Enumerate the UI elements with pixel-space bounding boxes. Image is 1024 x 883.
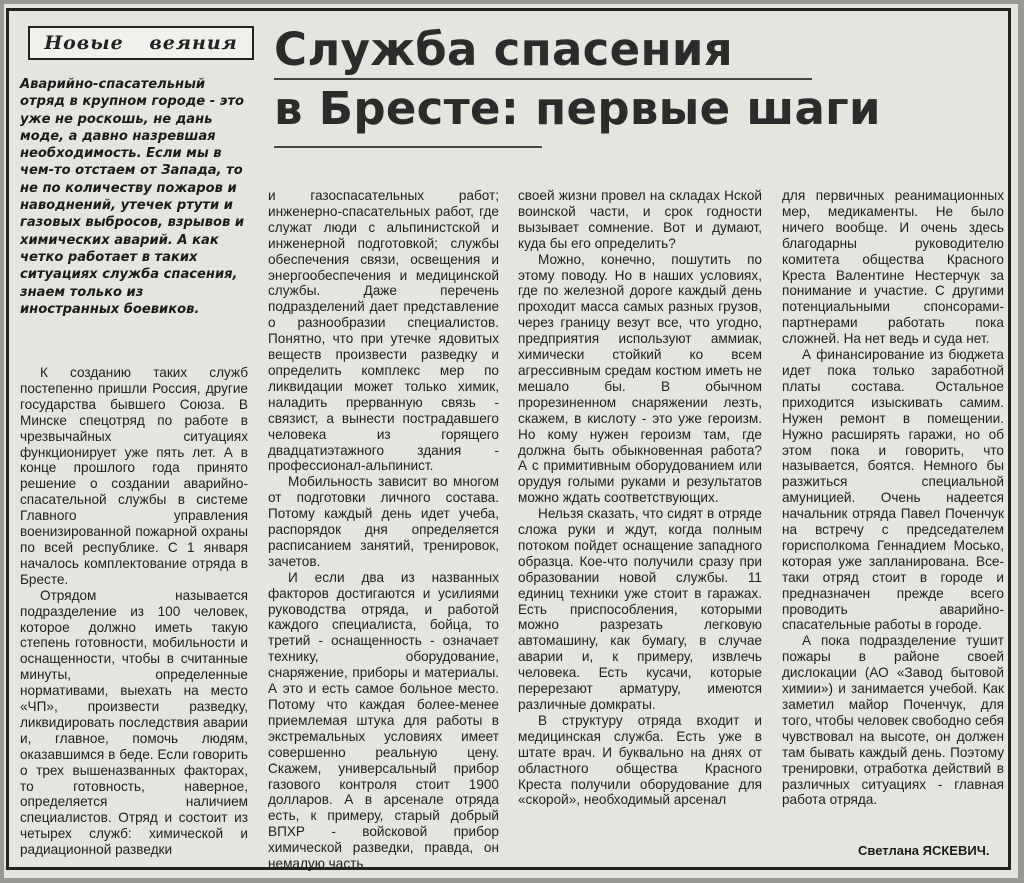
headline-underline-2 <box>274 146 542 148</box>
headline-line-1: Служба спасения <box>274 23 733 76</box>
text-column-2 <box>268 188 499 872</box>
text-column-4 <box>782 188 1004 808</box>
paragraph: и газоспасательных работ; инженерно-спасательных работ, где служат люди с альпинистской и инженерной подготовкой; службы обеспечения связи, освещения и энергообеспечения и медицинской службы. Даже перечень подразделений дает представление о разнообразии специалистов. Понятно, что при утечке ядовитых веществ произвести разведку и определить комплекс мер по ликвидации может только химик, наладить прерванную связь - связист, а вынести пострадавшего человека из горящего двадцатиэтажного здания - профессионал-альпинист. <box>268 188 499 474</box>
paragraph: Нельзя сказать, что сидят в отряде сложа руки и ждут, когда полным потоком пойдет оснащение западного образца. Кое-что получили сразу при образовании новой службы. 11 единиц техники уже стоит в гаражах. Есть приспособления, которыми можно разрезать легковую автомашину, как бумагу, в случае аварии и, к примеру, извлечь человека. Есть кусачи, которые перерезают арматуру, имеются различные домкраты. <box>518 506 762 712</box>
text-column-3 <box>518 188 762 808</box>
paragraph: Мобильность зависит во многом от подготовки личного состава. Потому каждый день идет учеба, распорядок дня определяется расписанием занятий, тренировок, зачетов. <box>268 474 499 569</box>
author-signature: Светлана ЯСКЕВИЧ. <box>858 843 990 858</box>
headline-line-2: в Бресте: первые шаги <box>274 82 881 135</box>
headline-underline-1 <box>274 78 812 80</box>
text-column-1 <box>20 365 248 858</box>
rubric-box <box>28 26 254 60</box>
paragraph: для первичных реанимационных мер, медикаменты. Не было ничего вообще. И очень здесь благодарны руководителю комитета общества Красного Креста Валентине Нестерчук за понимание и участие. С другими потенциальными спонсорами-партнерами работать пока сложней. На нет ведь и суда нет. <box>782 188 1004 347</box>
paragraph: своей жизни провел на складах Нской воинской части, и срок годности вызывает сомнение. Вот и думают, куда бы его определить? <box>518 188 762 251</box>
rubric-label: Новые веяния <box>44 32 238 54</box>
paragraph: Можно, конечно, пошутить по этому поводу. Но в наших условиях, где по железной дороге каждый день проходит масса самых разных грузов, через границу везут все, что угодно, предприятия используют аммиак, химически стойкий ко всем агрессивным средам костюм иметь не мешало бы. В обычном прорезиненном снаряжении лезть, скажем, в кислоту - это уже героизм. Но кому нужен героизм там, где должна быть обыкновенная работа? А с примитивным оборудованием или орудуя голыми руками и результатов можно ждать соответствующих. <box>518 251 762 506</box>
paragraph: К созданию таких служб постепенно пришли Россия, другие государства бывшего Союза. В Минске спецотряд по работе в чрезвычайных ситуациях функционирует уже пять лет. А в конце прошлого года принято решение о создании аварийно-спасательной службы в системе Главного управления военизированной пожарной охраны по всей республике. С 1 января началось комплектование отряда в Бресте. <box>20 365 248 587</box>
article-lead: Аварийно-спасательный отряд в крупном городе - это уже не роскошь, не дань моде, а давно назревшая необходимость. Если мы в чем-то отстаем от Запада, то не по количеству пожаров и наводнений, утечек ртути и газовых выбросов, взрывов и химических аварий. А как четко работает в таких ситуациях служба спасения, знаем только из иностранных боевиков. <box>20 77 245 317</box>
paragraph: И если два из названных факторов достигаются и усилиями руководства отряда, и работой каждого специалиста, бойца, то третий - оснащенность - означает технику, оборудование, снаряжение, приборы и материалы. А это и есть самое больное место. Потому что каждая более-менее приемлемая штука для работы в экстремальных условиях имеет совершенно реальную цену. Скажем, универсальный прибор газового контроля стоит 1900 долларов. А в арсенале отряда есть, к примеру, старый добрый ВПХР - войсковой прибор химической разведки, правда, он немалую часть <box>268 569 499 872</box>
paragraph: А пока подразделение тушит пожары в районе своей дислокации (АО «Завод бытовой химии») и занимается учебой. Как заметил майор Поченчук, для того, чтобы человек свободно себя чувствовал на высоте, он должен там бывать каждый день. Поэтому тренировки, отработка действий в различных ситуациях - главная работа отряда. <box>782 633 1004 808</box>
paragraph: В структуру отряда входит и медицинская служба. Есть уже в штате врач. И буквально на днях от областного общества Красного Креста получили оборудование для «скорой», необходимый арсенал <box>518 712 762 808</box>
paragraph: Отрядом называется подразделение из 100 человек, которое должно иметь такую степень готовности, мобильности и оснащенности, чтобы в считанные минуты, определенные нормативами, выехать на место «ЧП», произвести разведку, ликвидировать последствия аварии и, главное, помочь людям, оказавшимся в беде. Если говорить о трех вышеназванных факторах, то готовность, наверное, определяется наличием специалистов. Отряд и состоит из четырех служб: химической и радиационной разведки <box>20 587 248 858</box>
paragraph: А финансирование из бюджета идет пока только заработной платы состава. Остальное приходится изыскивать самим. Нужен ремонт в помещении. Нужно расширять гаражи, но об этом пока и говорить, что называется, боятся. Немного бы разжиться специальной амуницией. Очень надеется начальник отряда Павел Поченчук на встречу с председателем горисполкома Геннадием Мосько, которая уже запланирована. Все-таки отряд стоит в городе и предназначен прежде всего проводить аварийно-спасательные работы в городе. <box>782 347 1004 633</box>
